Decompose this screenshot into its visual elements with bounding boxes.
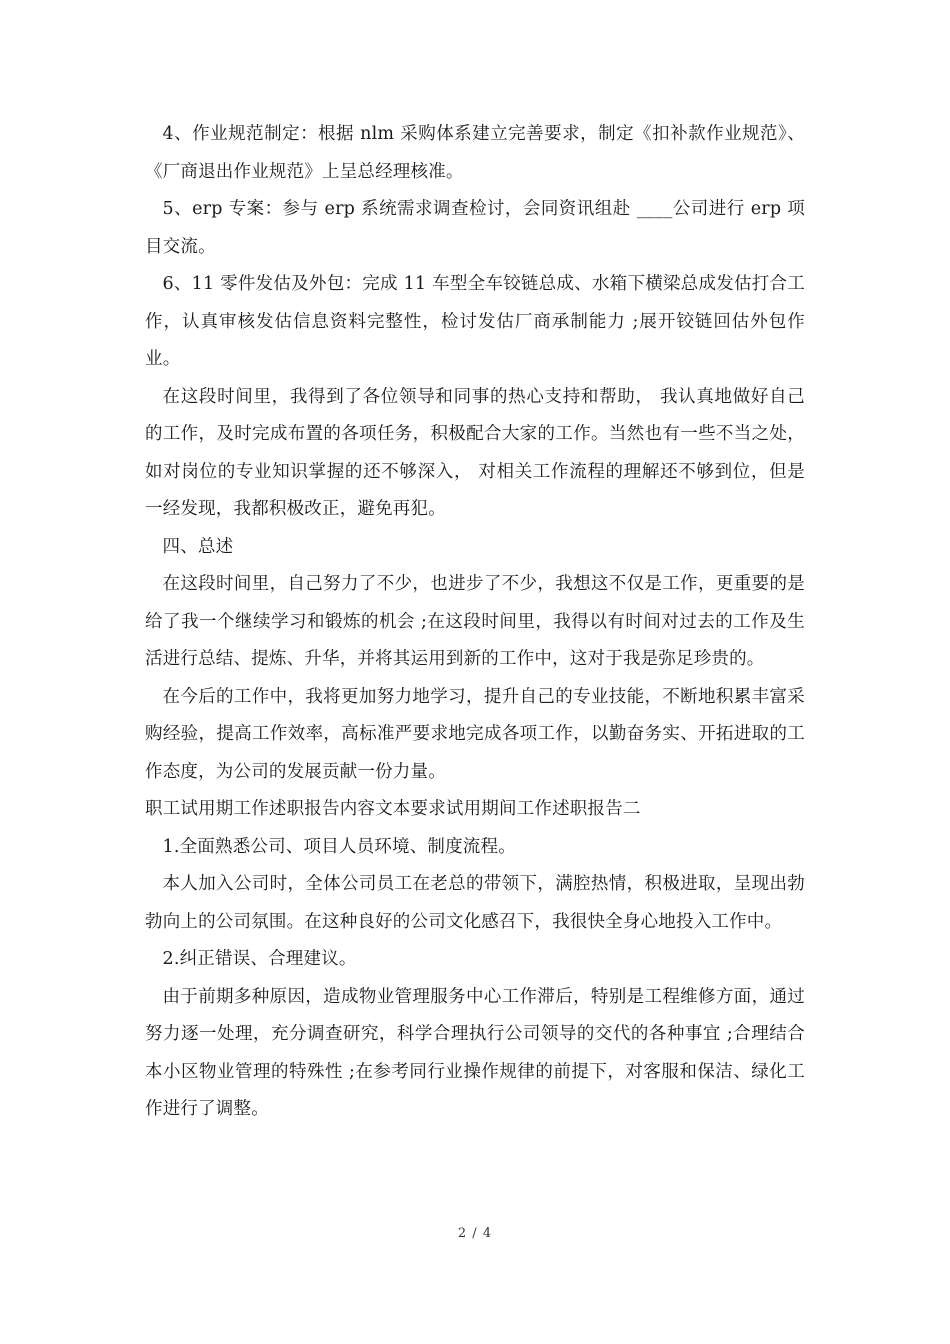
paragraph-support-reflection: 在这段时间里，我得到了各位领导和同事的热心支持和帮助， 我认真地做好自己的工作，及时完成布置的各项任务，积极配合大家的工作。当然也有一些不当之处，如对岗位的专业知识掌握的还不够深入， 对相关工作流程的理解还不够到位，但是一经发现，我都积极改正，避免再犯。 (145, 386, 805, 519)
item-heading-corrections: 2.纠正错误、合理建议。 (162, 949, 357, 969)
paragraph-parts-outsourcing: 6、11 零件发估及外包：完成 11 车型全车铰链总成、水箱下横梁总成发估打合工作，认真审核发估信息资料完整性，检讨发估厂商承制能力 ;展开铰链回估外包作业。 (145, 274, 805, 369)
paragraph-joining-company: 本人加入公司时，全体公司员工在老总的带领下，满腔热情，积极进取，呈现出勃勃向上的公司氛围。在这种良好的公司文化感召下，我很快全身心地投入工作中。 (145, 874, 805, 932)
page-number: 2 / 4 (457, 1226, 493, 1241)
section-heading-summary: 四、总述 (162, 536, 234, 557)
paragraph-erp-project: 5、erp 专案：参与 erp 系统需求调查检讨，会同资讯组赴 ____公司进行 erp 项目交流。 (145, 199, 805, 257)
item-heading-familiarize: 1.全面熟悉公司、项目人员环境、制度流程。 (162, 836, 516, 857)
paragraph-work-standard: 4、作业规范制定：根据 nlm 采购体系建立完善要求，制定《扣补款作业规范》、《厂商退出作业规范》上呈总经理核准。 (145, 124, 805, 182)
paragraph-future-work: 在今后的工作中，我将更加努力地学习，提升自己的专业技能，不断地积累丰富采购经验，提高工作效率，高标准严要求地完成各项工作，以勤奋务实、开拓进取的工作态度，为公司的发展贡献一份力量。 (145, 686, 805, 782)
paragraph-adjustments: 由于前期多种原因，造成物业管理服务中心工作滞后，特别是工程维修方面，通过努力逐一处理，充分调查研究，科学合理执行公司领导的交代的各种事宜 ;合理结合本小区物业管理的特殊性 ;在参考同行业操作规律的前提下，对客服和保洁、绿化工作进行了调整。 (145, 986, 805, 1119)
document-body (145, 116, 805, 1129)
paragraph-summary: 在这段时间里，自己努力了不少，也进步了不少，我想这不仅是工作，更重要的是给了我一个继续学习和锻炼的机会 ;在这段时间里，我得以有时间对过去的工作及生活进行总结、提炼、升华，并将其运用到新的工作中，这对于我是弥足珍贵的。 (145, 574, 805, 669)
report-two-title: 职工试用期工作述职报告内容文本要求试用期间工作述职报告二 (145, 799, 641, 819)
